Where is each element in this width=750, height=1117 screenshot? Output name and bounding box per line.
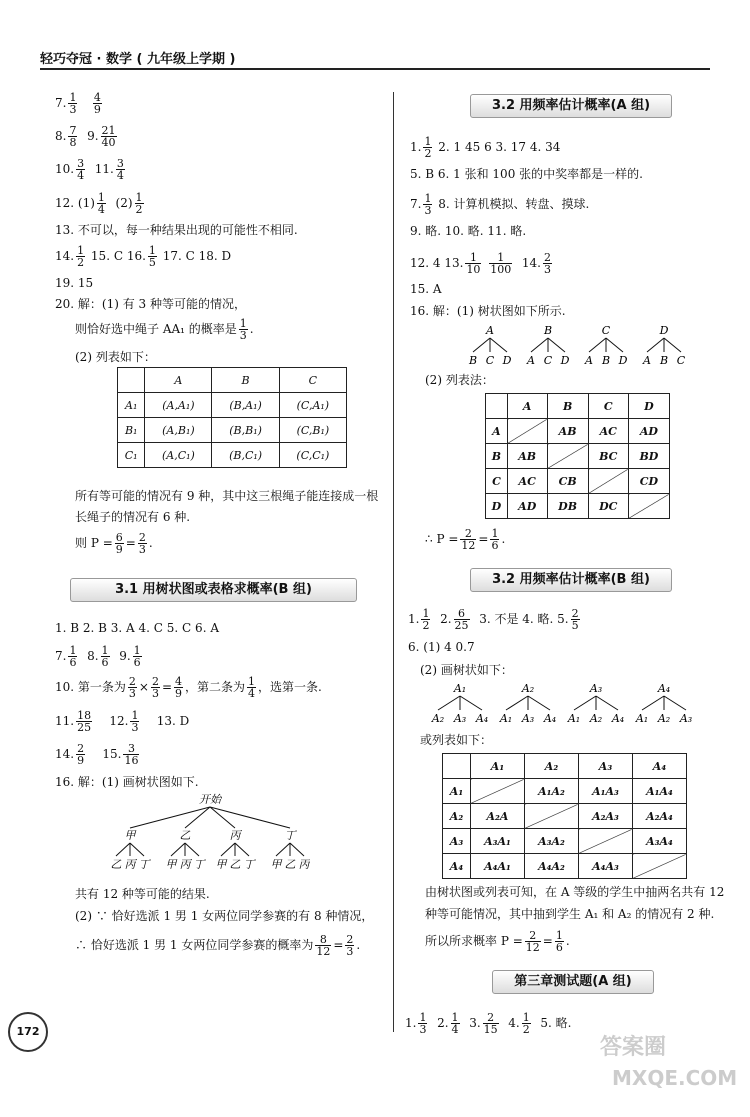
table-row bbox=[486, 419, 670, 444]
tree-leaf-label: 乙 bbox=[284, 858, 296, 871]
answer-b14-15: 14. $\frac{2}{9}$ 15. $\frac{3}{16}$ bbox=[55, 742, 139, 767]
answer-d6-b: (2) 画树状如下： bbox=[420, 663, 513, 677]
tree-branch bbox=[642, 696, 664, 710]
table-cell bbox=[588, 469, 628, 494]
tree-branch bbox=[548, 338, 565, 352]
table-cell: B₁ bbox=[118, 418, 145, 443]
table-cell: DC bbox=[588, 494, 628, 519]
tree-leaf-label: D bbox=[502, 354, 512, 367]
tree-branch bbox=[130, 843, 144, 856]
tree-branch bbox=[664, 696, 686, 710]
fraction: $\frac{1}{6}$ bbox=[555, 929, 563, 954]
tree-leaf-label: A₂ bbox=[589, 712, 603, 725]
table-cell: B bbox=[486, 444, 508, 469]
table-cell: A₃A₂ bbox=[524, 829, 578, 854]
answer-b11-13: 11. $\frac{18}{25}$ 12. $\frac{1}{3}$ 13. D bbox=[55, 709, 190, 734]
answer-c16-b: (2) 列表法： bbox=[425, 373, 494, 387]
fraction: $\frac{3}{16}$ bbox=[124, 742, 139, 767]
page-number: 172 bbox=[8, 1012, 48, 1052]
answer-c1-4: 1. $\frac{1}{2}$ 2. 1 45 6 3. 17 4. 34 bbox=[410, 135, 561, 160]
fraction: $\frac{1}{3}$ bbox=[69, 91, 77, 116]
tree-leaf-label: A₁ bbox=[567, 712, 581, 725]
table-row bbox=[443, 854, 687, 879]
fraction: $\frac{1}{2}$ bbox=[77, 244, 85, 269]
answer-b7-9: 7. $\frac{1}{6}$ 8. $\frac{1}{6}$ 9. $\frac{1}{6}$ bbox=[55, 644, 141, 669]
tree-leaf-label: A₂ bbox=[657, 712, 671, 725]
answer-c15: 15. A bbox=[410, 282, 442, 296]
fraction: $\frac{7}{8}$ bbox=[69, 124, 77, 149]
tree-leaf-label: D bbox=[618, 354, 628, 367]
fraction: $\frac{6}{25}$ bbox=[454, 607, 469, 632]
tree-branch bbox=[647, 338, 664, 352]
tree-leaf-label: A bbox=[585, 354, 593, 367]
tree-leaf-label: A₃ bbox=[521, 712, 535, 725]
answer-c7-8: 7. $\frac{1}{3}$ 8. 计算机模拟、转盘、摸球. bbox=[410, 192, 590, 217]
tree-node-label: 丁 bbox=[284, 829, 296, 842]
tree-node-label: C bbox=[601, 324, 611, 337]
fraction: $\frac{1}{4}$ bbox=[97, 191, 105, 216]
table-cell: CD bbox=[628, 469, 669, 494]
table-cell: (A,C₁) bbox=[145, 443, 212, 468]
table-cell bbox=[628, 494, 669, 519]
table-cell: A₃ bbox=[443, 829, 471, 854]
answer-19: 19. 15 bbox=[55, 276, 94, 290]
table-cell: C bbox=[279, 368, 346, 393]
table-cell: A₁ bbox=[443, 779, 471, 804]
tree-node-label: 甲 bbox=[124, 829, 136, 842]
answer-12: 12. (1) $\frac{1}{4}$ (2) $\frac{1}{2}$ bbox=[55, 191, 143, 216]
fraction: $\frac{1}{6}$ bbox=[491, 527, 499, 552]
fraction: $\frac{1}{6}$ bbox=[101, 644, 109, 669]
table-cell: A₃A₄ bbox=[632, 829, 686, 854]
fraction: $\frac{1}{4}$ bbox=[451, 1011, 459, 1036]
fraction: $\frac{1}{4}$ bbox=[248, 675, 256, 700]
answer-20-f: 则 P = $\frac{6}{9}$ = $\frac{2}{3}$ . bbox=[75, 531, 153, 556]
tree-branch bbox=[171, 843, 185, 856]
column-divider bbox=[393, 92, 394, 1032]
tree-diagram-students bbox=[430, 680, 710, 726]
table-cell bbox=[507, 419, 547, 444]
table-cell: AB bbox=[507, 444, 547, 469]
table-cell bbox=[524, 804, 578, 829]
fraction: $\frac{1}{2}$ bbox=[522, 1011, 530, 1036]
answer-b1-6: 1. B 2. B 3. A 4. C 5. C 6. A bbox=[55, 621, 219, 635]
tree-node-label: 乙 bbox=[179, 829, 191, 842]
tree-node-label: 丙 bbox=[229, 829, 241, 842]
answer-b16: 16. 解：(1) 画树状图如下. bbox=[55, 775, 199, 789]
answer-c16: 16. 解：(1) 树状图如下所示. bbox=[410, 304, 566, 318]
tree-branch bbox=[290, 843, 304, 856]
table-cell: B bbox=[212, 368, 279, 393]
tree-leaf-label: 甲 bbox=[270, 858, 282, 871]
table-cell: CB bbox=[547, 469, 588, 494]
tree-leaf-label: 丁 bbox=[138, 858, 150, 871]
tree-node-label: A₁ bbox=[453, 682, 467, 695]
tree-node-label: A bbox=[486, 324, 494, 337]
table-cell: A bbox=[507, 394, 547, 419]
tree-leaf-label: A₂ bbox=[431, 712, 445, 725]
table-row bbox=[486, 394, 670, 419]
answer-d1-5: 1. $\frac{1}{2}$ 2. $\frac{6}{25}$ 3. 不是 4. 略. 5. $\frac{2}{5}$ bbox=[408, 607, 579, 632]
table-cell: AC bbox=[588, 419, 628, 444]
table-cell: A₁ bbox=[470, 754, 524, 779]
tree-node-label: B bbox=[543, 324, 553, 337]
table-row bbox=[443, 779, 687, 804]
fraction: $\frac{2}{3}$ bbox=[151, 675, 159, 700]
watermark-logo: 答案圈 bbox=[600, 1035, 667, 1060]
table-cell: C bbox=[588, 394, 628, 419]
tree-leaf-label: D bbox=[560, 354, 570, 367]
answer-c9-11: 9. 略. 10. 略. 11. 略. bbox=[410, 224, 527, 238]
table-cell: (C,B₁) bbox=[279, 418, 346, 443]
section-3-1-b: 3.1 用树状图或表格求概率(B 组) bbox=[70, 578, 357, 602]
answer-8-9: 8. $\frac{7}{8}$ 9. $\frac{21}{40}$ bbox=[55, 124, 116, 149]
table-cell: (C,A₁) bbox=[279, 393, 346, 418]
table-cell: C₁ bbox=[118, 443, 145, 468]
tree-node-label: A₃ bbox=[589, 682, 603, 695]
table-cell: A₄A₃ bbox=[578, 854, 632, 879]
answer-20: 20. 解：(1) 有 3 种等可能的情况， bbox=[55, 297, 246, 311]
tree-diagram-letters bbox=[460, 322, 690, 368]
letter-pair-table bbox=[485, 393, 670, 519]
tree-branch bbox=[438, 696, 460, 710]
table-cell: AC bbox=[507, 469, 547, 494]
answer-b10: 10. 第一条为 $\frac{2}{3}$ × $\frac{2}{3}$ = $\frac{4}{9}$ ，第二条为 $\frac{1}{4}$ ，选第一条. bbox=[55, 675, 322, 700]
tree-branch bbox=[490, 338, 507, 352]
table-cell: A₂ bbox=[443, 804, 471, 829]
table-cell: A₄ bbox=[443, 854, 471, 879]
fraction: $\frac{1}{6}$ bbox=[69, 644, 77, 669]
tree-leaf-label: A bbox=[527, 354, 535, 367]
answer-14-18: 14. $\frac{1}{2}$ 15. C 16. $\frac{1}{5}$ 17. C 18. D bbox=[55, 244, 232, 269]
table-cell: A₃ bbox=[578, 754, 632, 779]
table-row bbox=[486, 469, 670, 494]
answer-b16-c: (2) ∵ 恰好选派 1 男 1 女两位同学参赛的有 8 种情况， bbox=[75, 909, 374, 923]
tree-branch bbox=[528, 696, 550, 710]
tree-leaf-label: 丙 bbox=[298, 858, 310, 871]
tree-leaf-label: A₃ bbox=[453, 712, 467, 725]
fraction: $\frac{18}{25}$ bbox=[77, 709, 92, 734]
tree-leaf-label: C bbox=[543, 354, 553, 367]
tree-root-label: 开始 bbox=[199, 793, 221, 806]
fraction: $\frac{2}{12}$ bbox=[461, 527, 476, 552]
table-cell: A₁A₂ bbox=[524, 779, 578, 804]
table-cell bbox=[486, 394, 508, 419]
tree-leaf-label: B bbox=[601, 354, 611, 367]
table-cell: B bbox=[547, 394, 588, 419]
answer-c5-6: 5. B 6. 1 张和 100 张的中奖率都是一样的. bbox=[410, 167, 643, 181]
fraction: $\frac{21}{40}$ bbox=[101, 124, 116, 149]
fraction: $\frac{1}{10}$ bbox=[466, 251, 481, 276]
tree-leaf-label: 丙 bbox=[179, 858, 191, 871]
tree-leaf-label: 甲 bbox=[165, 858, 177, 871]
table-cell: C bbox=[486, 469, 508, 494]
fraction: $\frac{2}{9}$ bbox=[77, 742, 85, 767]
table-cell: BC bbox=[588, 444, 628, 469]
answer-d6-e: 种等可能情况，其中抽到学生 A₁ 和 A₂ 的情况有 2 种. bbox=[425, 907, 715, 921]
table-cell: (B,C₁) bbox=[212, 443, 279, 468]
section-3-2-b: 3.2 用频率估计概率(B 组) bbox=[470, 568, 672, 592]
table-cell bbox=[547, 444, 588, 469]
tree-leaf-label: C bbox=[676, 354, 686, 367]
table-cell: D bbox=[486, 494, 508, 519]
fraction: $\frac{4}{9}$ bbox=[93, 91, 101, 116]
table-row bbox=[443, 804, 687, 829]
watermark-url: MXQE.COM bbox=[612, 1066, 738, 1090]
table-row bbox=[118, 393, 347, 418]
answer-b16-d: ∴ 恰好选派 1 男 1 女两位同学参赛的概率为 $\frac{8}{12}$ = $\frac{2}{3}$ . bbox=[75, 933, 361, 958]
answer-d6-c: 或列表如下： bbox=[420, 733, 493, 747]
section-ch3-test-a: 第三章测试题(A 组) bbox=[492, 970, 654, 994]
table-cell: AD bbox=[507, 494, 547, 519]
tree-leaf-label: 乙 bbox=[229, 858, 241, 871]
table-cell: AB bbox=[547, 419, 588, 444]
table-cell: A₁A₄ bbox=[632, 779, 686, 804]
table-cell: D bbox=[628, 394, 669, 419]
tree-leaf-label: B bbox=[659, 354, 669, 367]
table-row bbox=[486, 444, 670, 469]
fraction: $\frac{3}{4}$ bbox=[116, 157, 124, 182]
tree-branch bbox=[276, 843, 290, 856]
header-rule bbox=[40, 68, 710, 70]
fraction: $\frac{8}{12}$ bbox=[316, 933, 331, 958]
tree-branch bbox=[589, 338, 606, 352]
table-cell: A₁ bbox=[118, 393, 145, 418]
fraction: $\frac{3}{4}$ bbox=[77, 157, 85, 182]
fraction: $\frac{2}{12}$ bbox=[525, 929, 540, 954]
fraction: $\frac{1}{2}$ bbox=[424, 135, 432, 160]
tree-leaf-label: A bbox=[643, 354, 651, 367]
tree-branch bbox=[596, 696, 618, 710]
table-cell bbox=[443, 754, 471, 779]
fraction: $\frac{2}{5}$ bbox=[571, 607, 579, 632]
table-cell: (A,A₁) bbox=[145, 393, 212, 418]
tree-branch bbox=[574, 696, 596, 710]
table-cell: BD bbox=[628, 444, 669, 469]
tree-node-label: D bbox=[659, 324, 669, 337]
table-cell: A₂A₄ bbox=[632, 804, 686, 829]
fraction: $\frac{1}{100}$ bbox=[490, 251, 512, 276]
fraction: $\frac{2}{3}$ bbox=[544, 251, 551, 276]
tree-leaf-label: B bbox=[468, 354, 478, 367]
fraction: $\frac{1}{3}$ bbox=[239, 317, 247, 342]
answer-b16-b: 共有 12 种等可能的结果. bbox=[75, 887, 210, 901]
tree-branch bbox=[221, 843, 235, 856]
tree-leaf-label: 丙 bbox=[124, 858, 136, 871]
tree-leaf-label: 乙 bbox=[110, 858, 122, 871]
answer-7: 7. $\frac{1}{3}$ $\frac{4}{9}$ bbox=[55, 91, 101, 116]
fraction: $\frac{1}{3}$ bbox=[131, 709, 139, 734]
tree-leaf-label: A₁ bbox=[499, 712, 513, 725]
table-cell bbox=[632, 854, 686, 879]
table-row bbox=[118, 368, 347, 393]
table-row bbox=[443, 829, 687, 854]
tree-leaf-label: C bbox=[485, 354, 495, 367]
tree-leaf-label: A₁ bbox=[635, 712, 649, 725]
answer-d6-f: 所以所求概率 P = $\frac{2}{12}$ = $\frac{1}{6}$ . bbox=[425, 929, 570, 954]
answer-d6-d: 由树状图或列表可知，在 A 等级的学生中抽两名共有 12 bbox=[425, 885, 725, 899]
tree-leaf-label: 丁 bbox=[193, 858, 205, 871]
table-row bbox=[486, 494, 670, 519]
table-cell: A bbox=[486, 419, 508, 444]
section-3-2-a: 3.2 用频率估计概率(A 组) bbox=[470, 94, 672, 118]
fraction: $\frac{2}{15}$ bbox=[483, 1011, 498, 1036]
tree-diagram-people bbox=[110, 792, 310, 872]
fraction: $\frac{1}{3}$ bbox=[424, 192, 432, 217]
table-cell: AD bbox=[628, 419, 669, 444]
answer-20-b: 则恰好选中绳子 AA₁ 的概率是 $\frac{1}{3}$ . bbox=[75, 317, 254, 342]
tree-node-label: A₄ bbox=[657, 682, 671, 695]
table-cell: A₃A₁ bbox=[470, 829, 524, 854]
answer-20-e: 长绳子的情况有 6 种. bbox=[75, 510, 191, 524]
tree-branch bbox=[116, 843, 130, 856]
tree-branch bbox=[664, 338, 681, 352]
table-cell: (C,C₁) bbox=[279, 443, 346, 468]
fraction: $\frac{2}{3}$ bbox=[138, 531, 146, 556]
fraction: $\frac{2}{3}$ bbox=[128, 675, 136, 700]
table-row bbox=[443, 754, 687, 779]
tree-leaf-label: A₄ bbox=[475, 712, 489, 725]
tree-branch bbox=[473, 338, 490, 352]
fraction: $\frac{2}{3}$ bbox=[346, 933, 354, 958]
table-cell: (B,B₁) bbox=[212, 418, 279, 443]
answer-20-d: 所有等可能的情况有 9 种，其中这三根绳子能连接成一根 bbox=[75, 489, 379, 503]
student-pair-table bbox=[442, 753, 687, 879]
table-cell: A₁A₃ bbox=[578, 779, 632, 804]
table-cell: A₂A₃ bbox=[578, 804, 632, 829]
fraction: $\frac{1}{5}$ bbox=[148, 244, 156, 269]
table-cell bbox=[118, 368, 145, 393]
fraction: $\frac{1}{2}$ bbox=[422, 607, 430, 632]
tree-leaf-label: 甲 bbox=[215, 858, 227, 871]
answer-e1-5: 1. $\frac{1}{3}$ 2. $\frac{1}{4}$ 3. $\frac{2}{15}$ 4. $\frac{1}{2}$ 5. 略. bbox=[405, 1011, 572, 1036]
table-cell bbox=[578, 829, 632, 854]
tree-branch bbox=[460, 696, 482, 710]
table-cell: DB bbox=[547, 494, 588, 519]
table-cell bbox=[470, 779, 524, 804]
tree-leaf-label: A₄ bbox=[543, 712, 557, 725]
table-row bbox=[118, 418, 347, 443]
tree-leaf-label: A₃ bbox=[679, 712, 693, 725]
table-cell: A bbox=[145, 368, 212, 393]
table-row bbox=[118, 443, 347, 468]
answer-13: 13. 不可以，每一种结果出现的可能性不相同. bbox=[55, 223, 298, 237]
table-cell: A₄ bbox=[632, 754, 686, 779]
answer-c16-c: ∴ P = $\frac{2}{12}$ = $\frac{1}{6}$ . bbox=[425, 527, 506, 552]
table-cell: A₂A bbox=[470, 804, 524, 829]
fraction: $\frac{4}{9}$ bbox=[175, 675, 183, 700]
tree-leaf-label: 丁 bbox=[243, 858, 255, 871]
tree-node-label: A₂ bbox=[521, 682, 535, 695]
tree-branch bbox=[531, 338, 548, 352]
fraction: $\frac{1}{3}$ bbox=[419, 1011, 427, 1036]
tree-branch bbox=[506, 696, 528, 710]
answer-10-11: 10. $\frac{3}{4}$ 11. $\frac{3}{4}$ bbox=[55, 157, 124, 182]
tree-branch bbox=[185, 843, 199, 856]
fraction: $\frac{6}{9}$ bbox=[115, 531, 123, 556]
page-header: 轻巧夺冠 · 数学 ( 九年级上学期 ) bbox=[40, 52, 236, 67]
answer-d6: 6. (1) 4 0.7 bbox=[408, 640, 475, 654]
table-cell: (B,A₁) bbox=[212, 393, 279, 418]
fraction: $\frac{1}{2}$ bbox=[135, 191, 143, 216]
answer-20-c: (2) 列表如下： bbox=[75, 350, 156, 364]
table-cell: (A,B₁) bbox=[145, 418, 212, 443]
tree-leaf-label: A₄ bbox=[611, 712, 625, 725]
table-cell: A₂ bbox=[524, 754, 578, 779]
tree-branch bbox=[235, 843, 249, 856]
fraction: $\frac{1}{6}$ bbox=[133, 644, 141, 669]
answer-c12-14: 12. 4 13. $\frac{1}{10}$ $\frac{1}{100}$ 14. $\frac{2}{3}$ bbox=[410, 251, 551, 276]
table-cell: A₄A₁ bbox=[470, 854, 524, 879]
tree-branch bbox=[606, 338, 623, 352]
rope-table bbox=[117, 367, 347, 468]
table-cell: A₄A₂ bbox=[524, 854, 578, 879]
